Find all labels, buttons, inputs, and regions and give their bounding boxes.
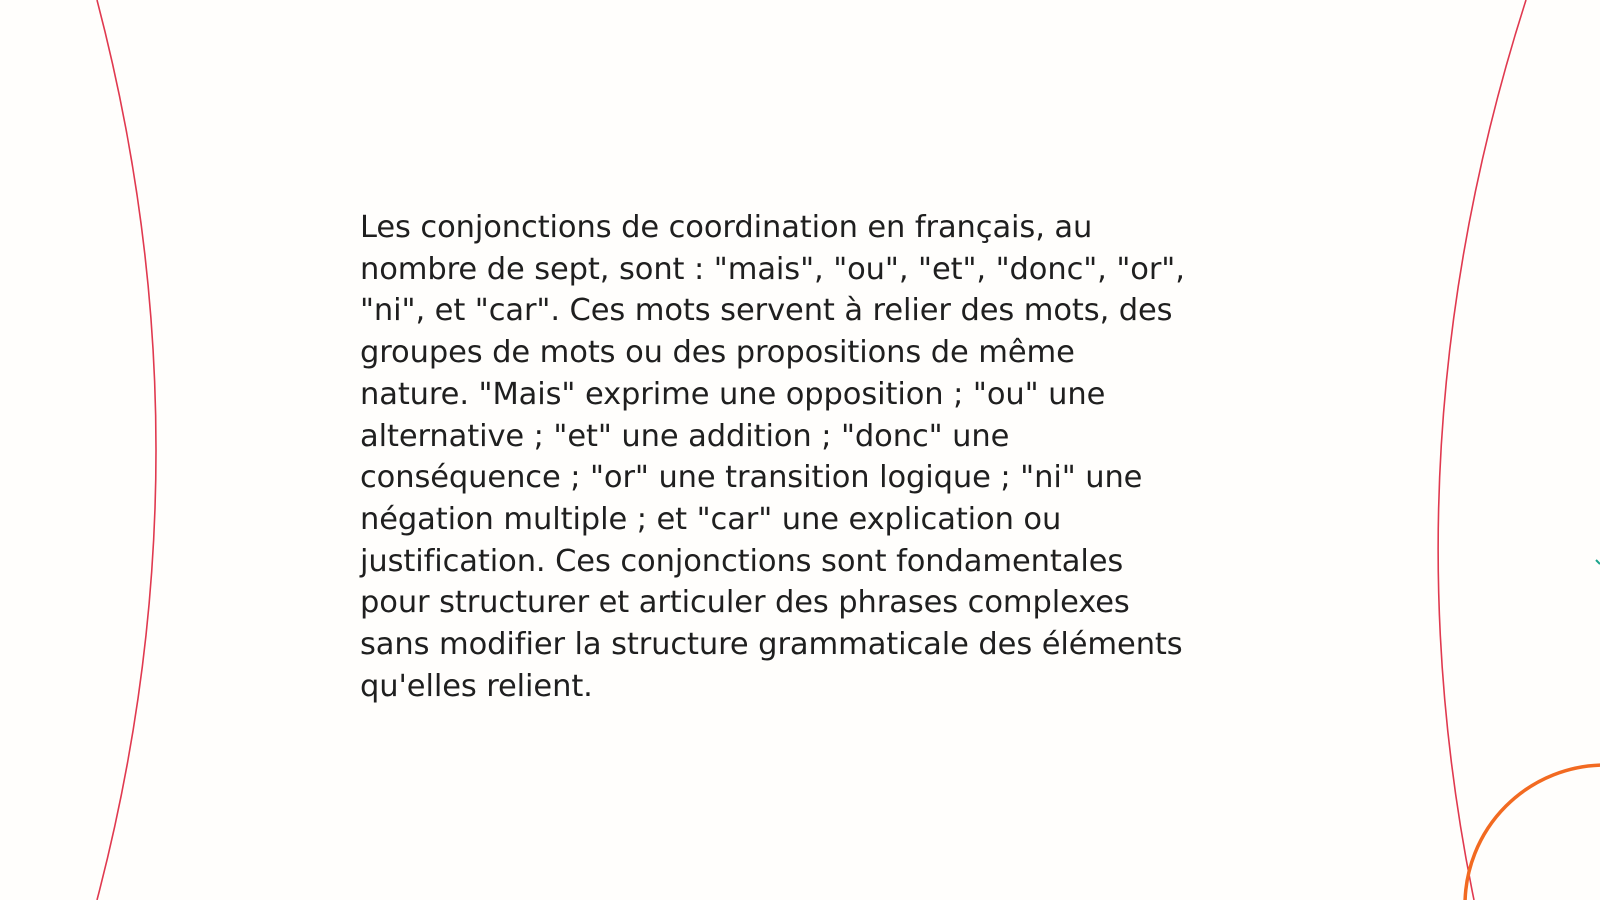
body-paragraph: Les conjonctions de coordination en français, au nombre de sept, sont : "mais", "ou", "et", "donc", "or", "ni", et "car". Ces mots servent à relier des mots, des groupes de mots ou des propositions de même nature. "Mais" exprime une opposition ; "ou" une alternative ; "et" une addition ; "donc" une conséquence ; "or" une transition logique ; "ni" une négation multiple ; et "car" une explication ou justification. Ces conjonctions sont fondamentales pour structurer et articuler des phrases complexes sans modifier la structure grammaticale des éléments qu'elles relient.: [360, 210, 1185, 704]
right-curve-line: [1438, 0, 1526, 900]
teal-accent-mark: [1596, 560, 1600, 564]
left-curve-line: [97, 0, 156, 900]
orange-circle-outline: [1465, 765, 1600, 900]
